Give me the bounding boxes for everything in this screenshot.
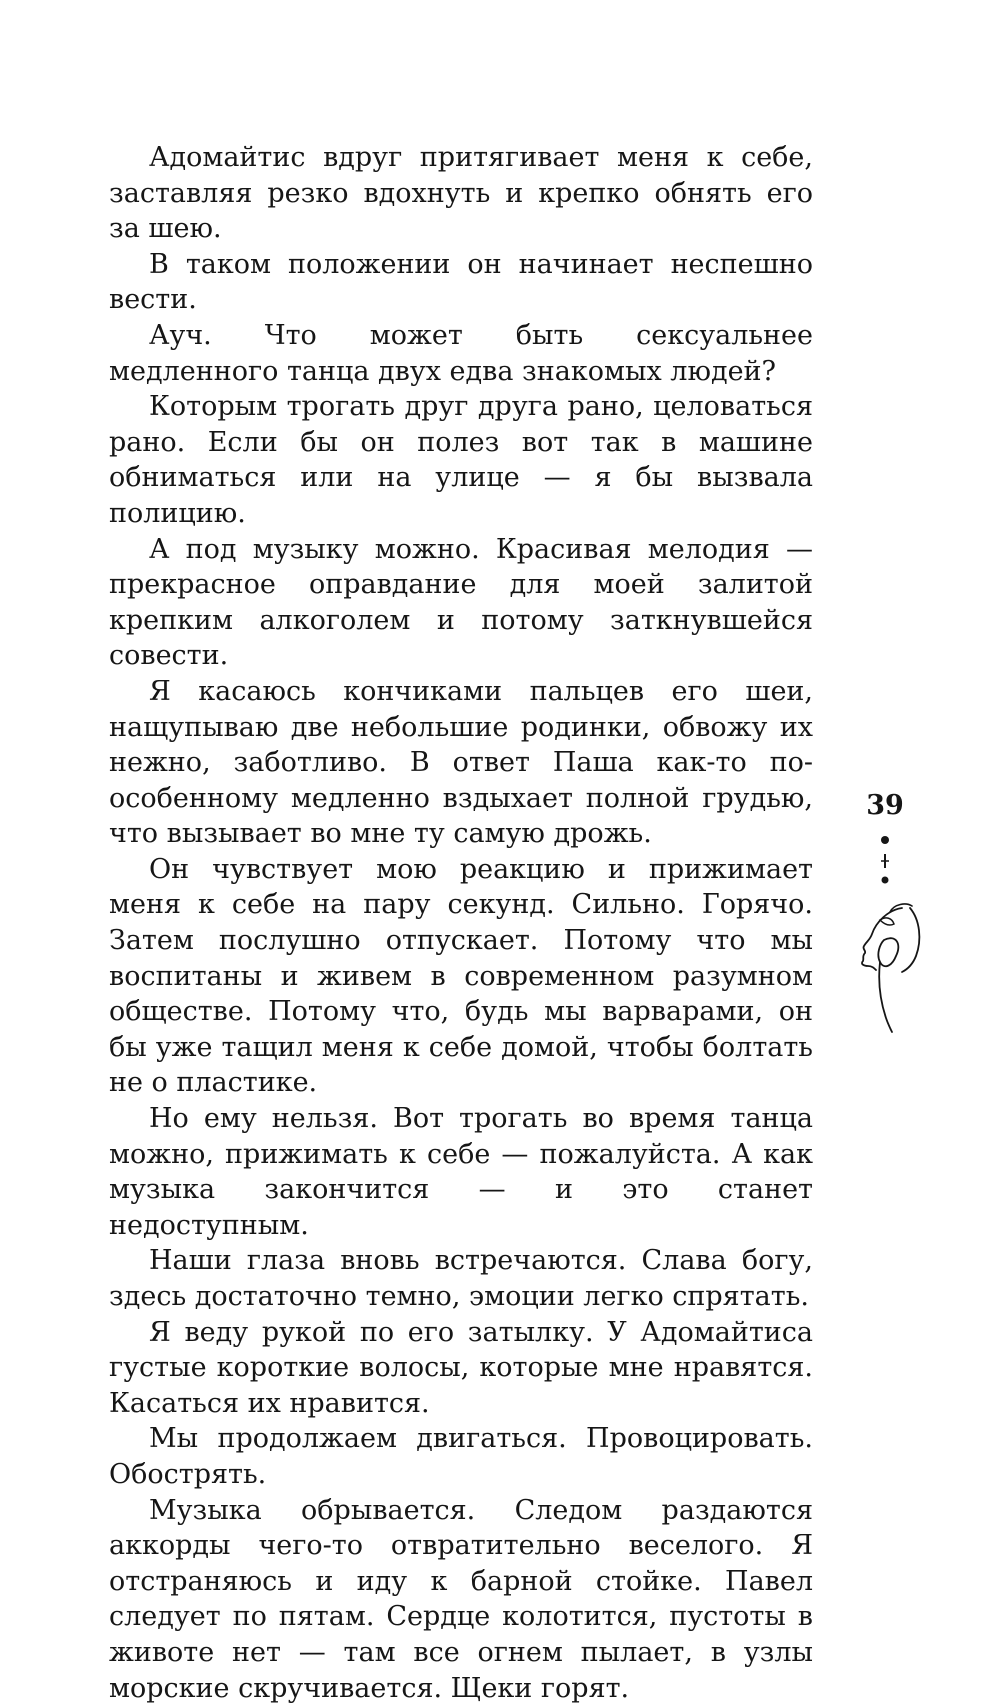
paragraph-2: В таком положении он начинает неспешно вести. [109,248,813,316]
body-text [109,140,813,1706]
dot-ornament-icon [840,834,930,894]
paragraph-10: Я веду рукой по его затылку. У Адомайтиса густые короткие волосы, которые мне нравятся. Касаться их нравится. [109,1316,813,1419]
paragraph-8: Но ему нельзя. Вот трогать во время танца можно, прижимать к себе — пожалуйста. А как музыка закончится — и это станет недоступным. [109,1103,813,1241]
paragraph-1: Адомайтис вдруг притягивает меня к себе, заставляя резко вдохнуть и крепко обнять его за шею. [109,142,813,245]
page-number: 39 [866,790,904,821]
paragraph-12: Музыка обрывается. Следом раздаются аккорды чего-то отвратительно веселого. Я отстраняюсь и иду к барной стойке. Павел следует по пятам. Сердце колотится, пустоты в животе нет — там все огнем пылает, в узлы морские скручивается. Щеки горят. [109,1494,813,1704]
paragraph-6: Я касаюсь кончиками пальцев его шеи, нащупываю две небольшие родинки, обвожу их нежно, заботливо. В ответ Паша как-то по-особенному медленно вздыхает полной грудью, что вызывает во мне ту самую дрожь. [109,675,813,850]
paragraph-4: Которым трогать друг друга рано, целоваться рано. Если бы он полез вот так в машине обниматься или на улице — я бы вызвала полицию. [109,391,813,529]
face-line-art-icon [840,900,930,1040]
paragraph-9: Наши глаза вновь встречаются. Слава богу, здесь достаточно темно, эмоции легко спрятать. [109,1245,813,1312]
paragraph-5: А под музыку можно. Красивая мелодия — прекрасное оправдание для моей залитой крепким алкоголем и потому заткнувшейся совести. [109,533,813,672]
paragraph-11: Мы продолжаем двигаться. Провоцировать. Обострять. [109,1423,813,1490]
paragraph-7: Он чувствует мою реакцию и прижимает меня к себе на пару секунд. Сильно. Горячо. Затем послушно отпускает. Потому что мы воспитаны и живем в современном разумном обществе. Потому что, будь мы варварами, он бы уже тащил меня к себе домой, чтобы болтать не о пластике. [109,853,813,1099]
paragraph-3: Ауч. Что может быть сексуальнее медленного танца двух едва знакомых людей? [109,319,813,387]
